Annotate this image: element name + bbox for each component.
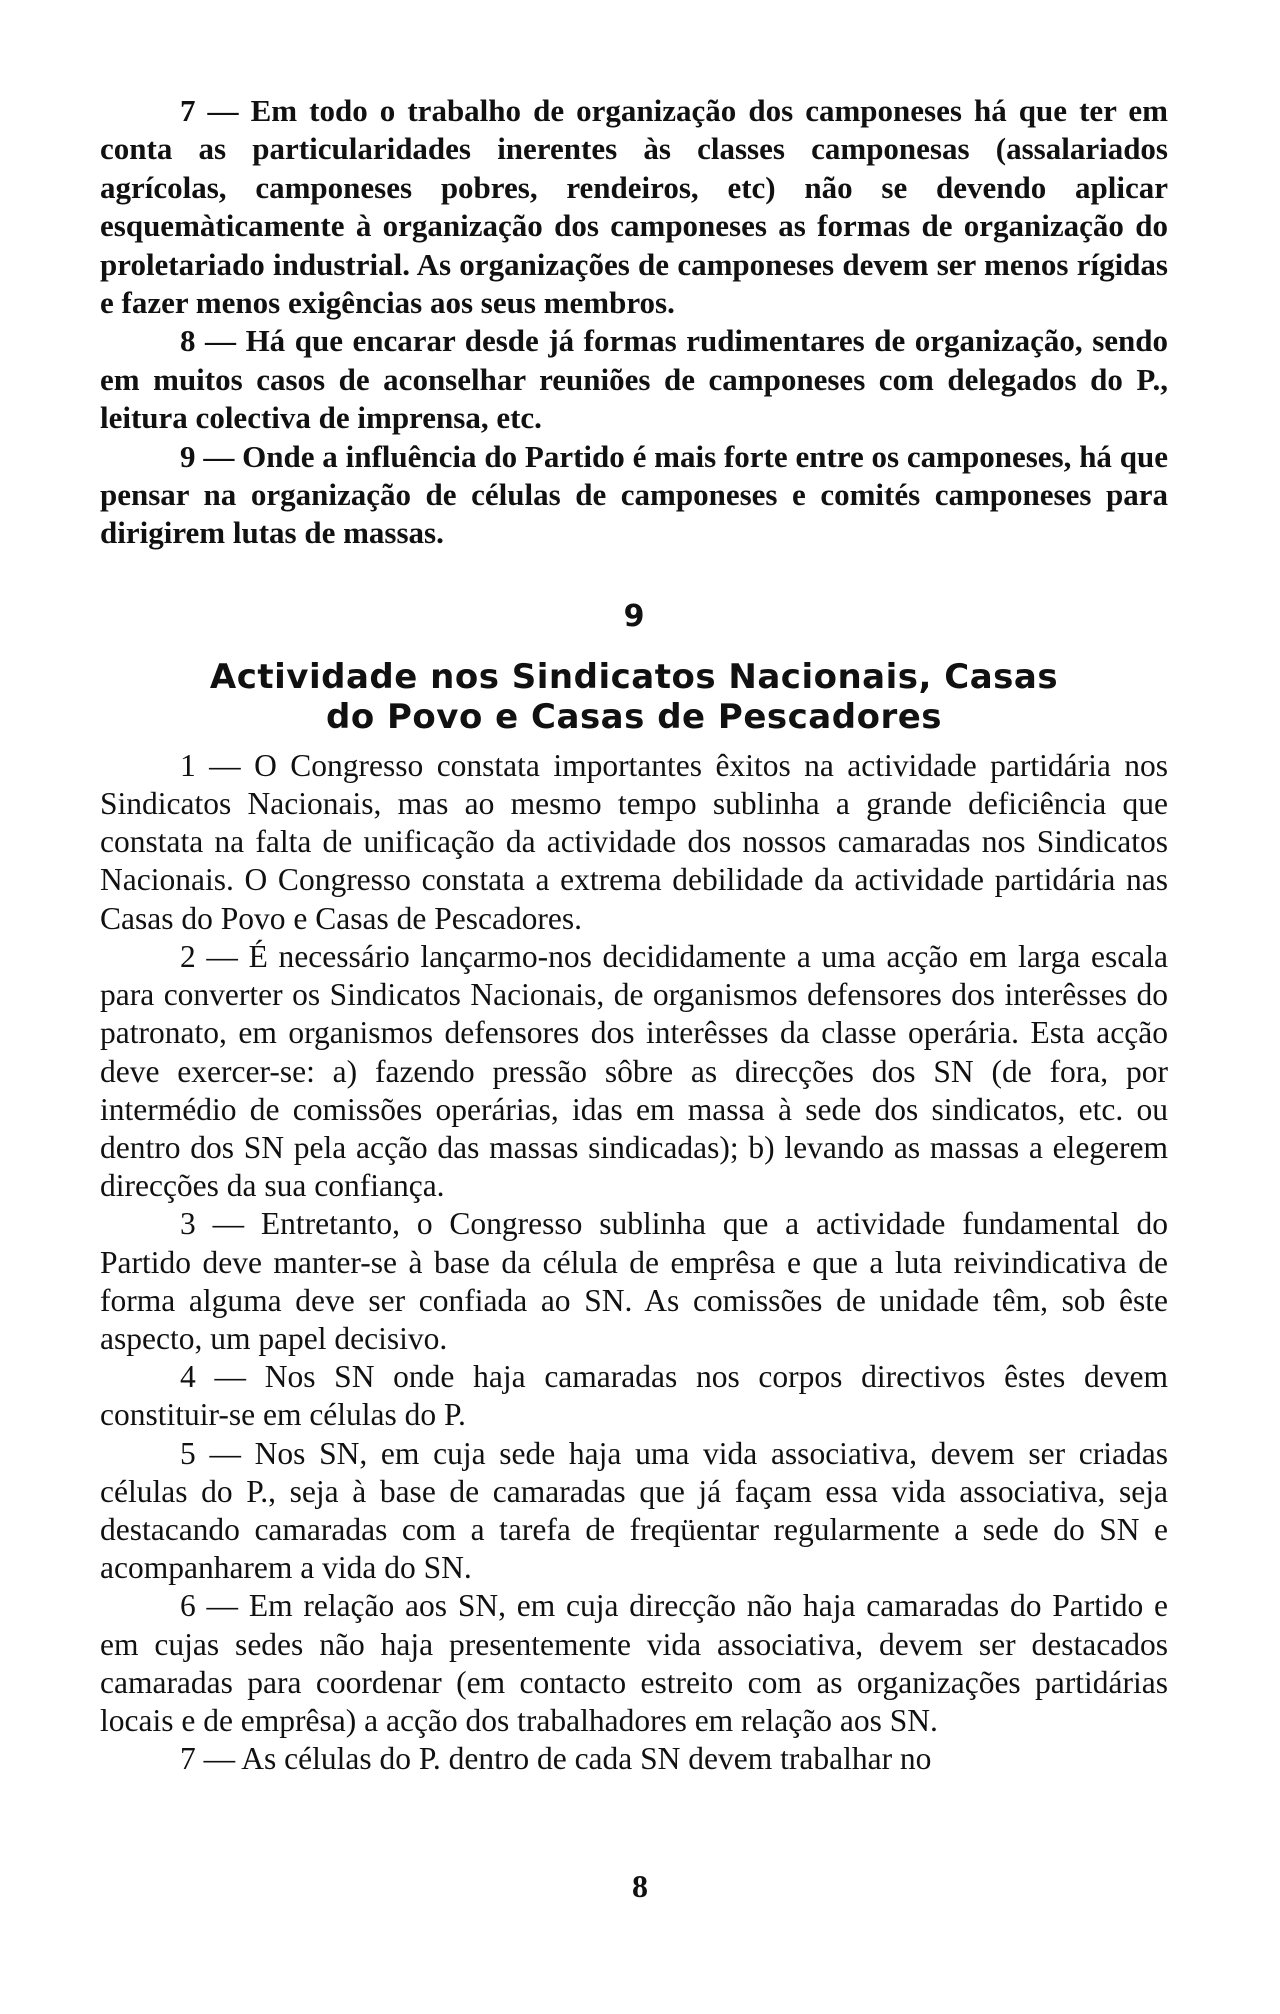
paragraph-7: 7 — Em todo o trabalho de organização dos camponeses há que ter em conta as particularidades inerentes às classes camponesas (assalariados agrícolas, camponeses pobres, rendeiros, etc) não se devendo aplicar esquemàticamente à organização dos camponeses as formas de organização do proletariado industrial. As organizações de camponeses devem ser menos rígidas e fazer menos exigências aos seus membros. [100,93,1168,321]
paragraph-6: 6 — Em relação aos SN, em cuja direcção não haja camaradas do Partido e em cujas sedes não haja presentemente vida associativa, devem ser destacados camaradas para coordenar (em contacto estreito com as organizações partidárias locais e de emprêsa) a acção dos trabalhadores em relação aos SN. [100,1588,1168,1738]
paragraph-9: 9 — Onde a influência do Partido é mais forte entre os camponeses, há que pensar na organização de células de camponeses e comités camponeses para dirigirem lutas de massas. [100,438,1168,551]
paragraph-2: 2 — É necessário lançarmo-nos decididamente a uma acção em larga escala para converter os Sindicatos Nacionais, de organismos defensores dos interêsses do patronato, em organismos defensores dos interêsses da classe operária. Esta acção deve exercer-se: a) fazendo pressão sôbre as direcções dos SN (de fora, por intermédio de comissões operárias, idas em massa à sede dos sindicatos, etc. ou dentro dos SN pela acção das massas sindicadas); b) levando as massas a elegerem direcções da sua confiança. [100,938,1168,1204]
document-page [100,92,1168,1778]
paragraph-1: 1 — O Congresso constata importantes êxitos na actividade partidária nos Sindicatos Nacionais, mas ao mesmo tempo sublinha a grande deficiência que constata na falta de unificação da actividade dos nossos camaradas nos Sindicatos Nacionais. O Congresso constata a extrema debilidade da actividade partidária nas Casas do Povo e Casas de Pescadores. [100,747,1168,936]
paragraph-8: 8 — Há que encarar desde já formas rudimentares de organização, sendo em muitos casos de aconselhar reuniões de camponeses com delegados do P., leitura colectiva de imprensa, etc. [100,323,1168,436]
page-number: 8 [632,1868,648,1904]
paragraph-5: 5 — Nos SN, em cuja sede haja uma vida associativa, devem ser criadas células do P., seja à base de camaradas que já façam essa vida associativa, seja destacando camaradas com a tarefa de freqüentar regularmente a sede do SN e acompanharem a vida do SN. [100,1435,1168,1586]
section-number: 9 [623,598,645,634]
paragraph-4: 4 — Nos SN onde haja camaradas nos corpos directivos êstes devem constituir-se em células do P. [100,1359,1168,1433]
section-camponeses [100,92,1168,553]
paragraph-3: 3 — Entretanto, o Congresso sublinha que a actividade fundamental do Partido deve manter-se à base da célula de emprêsa e que a luta reivindicativa de forma alguma deve ser confiada ao SN. As comissões de unidade têm, sob êste aspecto, um papel decisivo. [100,1206,1168,1356]
paragraph-7-continued: 7 — As células do P. dentro de cada SN devem trabalhar no [180,1741,932,1777]
section-sindicatos [100,747,1168,1778]
section-title [100,657,1168,737]
section-title-line-2: do Povo e Casas de Pescadores [325,696,943,737]
section-title-line-1: Actividade nos Sindicatos Nacionais, Casas [209,656,1059,697]
